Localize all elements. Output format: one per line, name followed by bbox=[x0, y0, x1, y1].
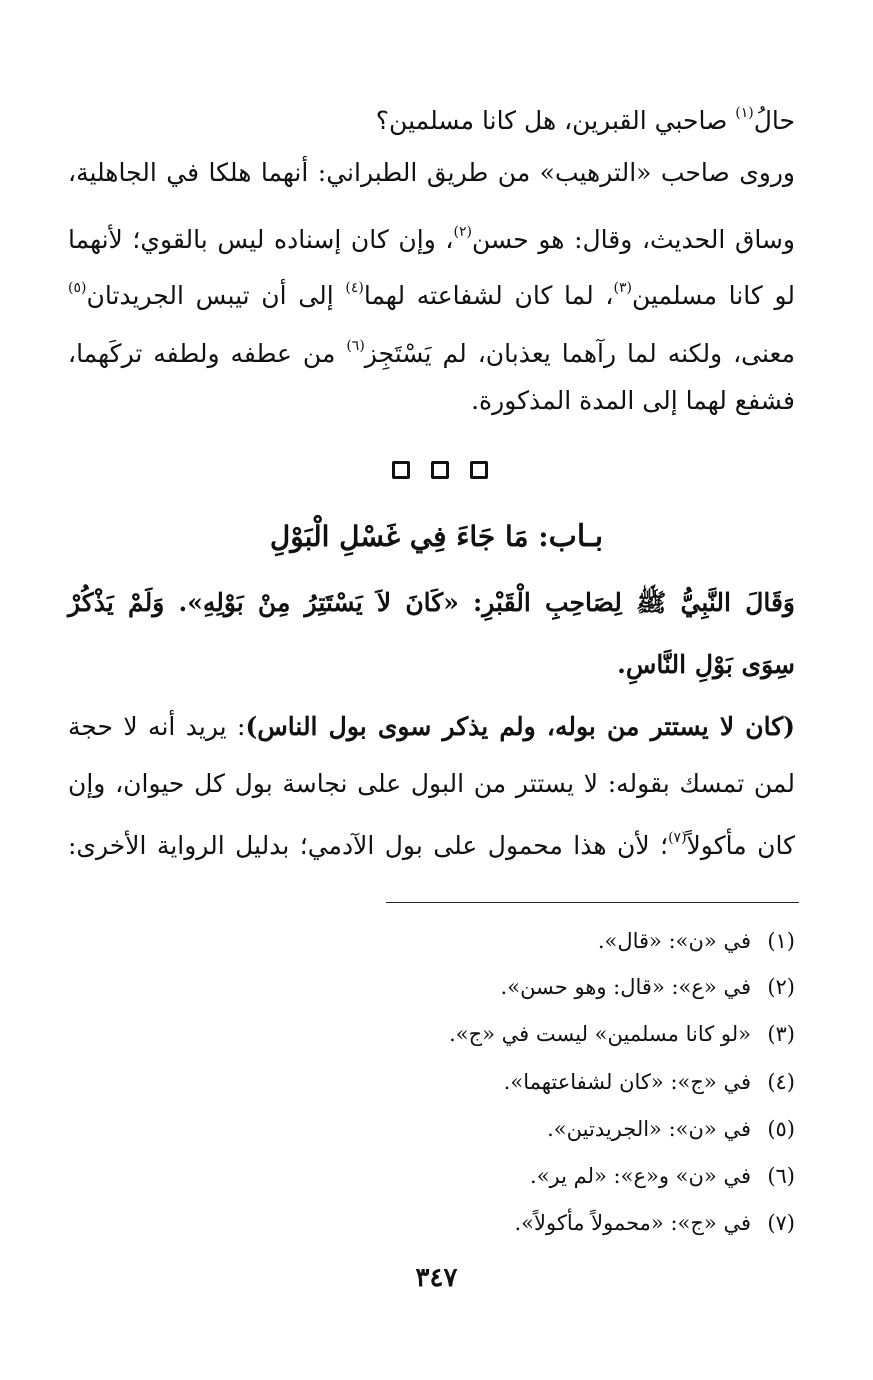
body-line-1-pre: حالُ bbox=[753, 106, 795, 135]
footnote-text: في «ن»: «قال». bbox=[597, 929, 751, 953]
footnote-text: في «ج»: «محمولاً مأكولاً». bbox=[514, 1211, 751, 1235]
footnote-number: (٢) bbox=[767, 975, 795, 999]
footnote-5 bbox=[547, 1112, 795, 1146]
commentary-line-2: لمن تمسك بقوله: لا يستتر من البول على نجاسة بول كل حيوان، وإن bbox=[68, 769, 795, 798]
footnote-text: «لو كانا مسلمين» ليست في «ج». bbox=[449, 1022, 751, 1046]
footnote-ref-4: (٤) bbox=[345, 280, 364, 296]
page-number: ٣٤٧ bbox=[415, 1263, 458, 1293]
commentary-line-1 bbox=[68, 707, 795, 751]
footnote-number: (٥) bbox=[767, 1117, 795, 1141]
section-separator bbox=[392, 458, 488, 482]
footnote-number: (٤) bbox=[767, 1070, 795, 1094]
body-line-4-pre: لو كانا مسلمين bbox=[631, 281, 795, 310]
hadith-line-2: سِوَى بَوْلِ النَّاسِ. bbox=[617, 650, 795, 679]
footnote-text: في «ع»: «قال: وهو حسن». bbox=[500, 975, 751, 999]
footnote-4 bbox=[504, 1065, 795, 1099]
footnote-divider bbox=[386, 902, 799, 903]
footnote-ref-3: (٣) bbox=[613, 280, 632, 296]
footnote-number: (١) bbox=[767, 929, 795, 953]
footnote-number: (٧) bbox=[767, 1211, 795, 1235]
body-line-4 bbox=[68, 268, 795, 312]
body-line-1 bbox=[376, 93, 795, 137]
footnote-ref-6: (٦) bbox=[346, 338, 365, 354]
commentary-quote: (كان لا يستتر من بوله، ولم يذكر سوى بول الناس) bbox=[245, 712, 796, 741]
footnote-ref-1: (١) bbox=[735, 105, 754, 121]
body-line-4-mid: ، لما كان لشفاعته لهما bbox=[363, 281, 614, 310]
body-line-3 bbox=[68, 212, 795, 256]
commentary-line-1-rest: : يريد أنه لا حجة bbox=[68, 712, 246, 741]
chapter-heading bbox=[0, 515, 873, 559]
commentary-line-3 bbox=[68, 818, 795, 862]
ornament-square bbox=[392, 461, 410, 479]
footnote-text: في «ن» و«ع»: «لم ير». bbox=[530, 1164, 751, 1188]
body-line-3-post: ، وإن كان إسناده ليس بالقوي؛ لأنهما bbox=[68, 225, 454, 254]
footnote-2 bbox=[501, 970, 795, 1004]
body-line-5-pre: معنى، ولكنه لما رآهما يعذبان، لم يَسْتَجِز bbox=[364, 339, 795, 368]
footnote-text: في «ج»: «كان لشفاعتهما». bbox=[503, 1070, 751, 1094]
body-line-2: وروى صاحب «الترهيب» من طريق الطبراني: أنهما هلكا في الجاهلية، bbox=[68, 158, 795, 187]
hadith-line-1: وَقَالَ النَّبِيُّ ﷺ لِصَاحِبِ الْقَبْرِ: «كَانَ لاَ يَسْتَتِرُ مِنْ بَوْلِهِ». وَلَمْ يَذْكُرْ bbox=[68, 588, 795, 617]
body-line-6: فشفع لهما إلى المدة المذكورة. bbox=[471, 386, 795, 415]
body-line-4-post: إلى أن تيبس الجريدتان bbox=[86, 281, 346, 310]
ornament-square bbox=[470, 461, 488, 479]
footnote-ref-5: (٥) bbox=[68, 280, 87, 296]
commentary-line-3-pre: كان مأكولاً bbox=[686, 831, 795, 860]
body-line-3-pre: وساق الحديث، وقال: هو حسن bbox=[471, 225, 795, 254]
chapter-label: بـاب bbox=[548, 519, 604, 554]
footnote-ref-7: (٧) bbox=[668, 830, 687, 846]
chapter-title: : مَا جَاءَ فِي غَسْلِ الْبَوْلِ bbox=[269, 520, 549, 553]
footnote-number: (٦) bbox=[767, 1164, 795, 1188]
body-line-1-post: صاحبي القبرين، هل كانا مسلمين؟ bbox=[375, 106, 736, 135]
body-line-5-post: من عطفه ولطفه تركَهما، bbox=[68, 339, 347, 368]
body-line-5 bbox=[68, 326, 795, 370]
footnote-ref-2: (٢) bbox=[453, 224, 472, 240]
footnote-1 bbox=[598, 924, 795, 958]
footnote-3 bbox=[449, 1017, 795, 1051]
ornament-square bbox=[431, 461, 449, 479]
footnote-6 bbox=[530, 1159, 795, 1193]
footnote-number: (٣) bbox=[767, 1022, 795, 1046]
commentary-line-3-post: ؛ لأن هذا محمول على بول الآدمي؛ بدليل الرواية الأخرى: bbox=[68, 831, 669, 860]
footnote-text: في «ن»: «الجريدتين». bbox=[547, 1117, 751, 1141]
footnote-7 bbox=[514, 1206, 795, 1240]
